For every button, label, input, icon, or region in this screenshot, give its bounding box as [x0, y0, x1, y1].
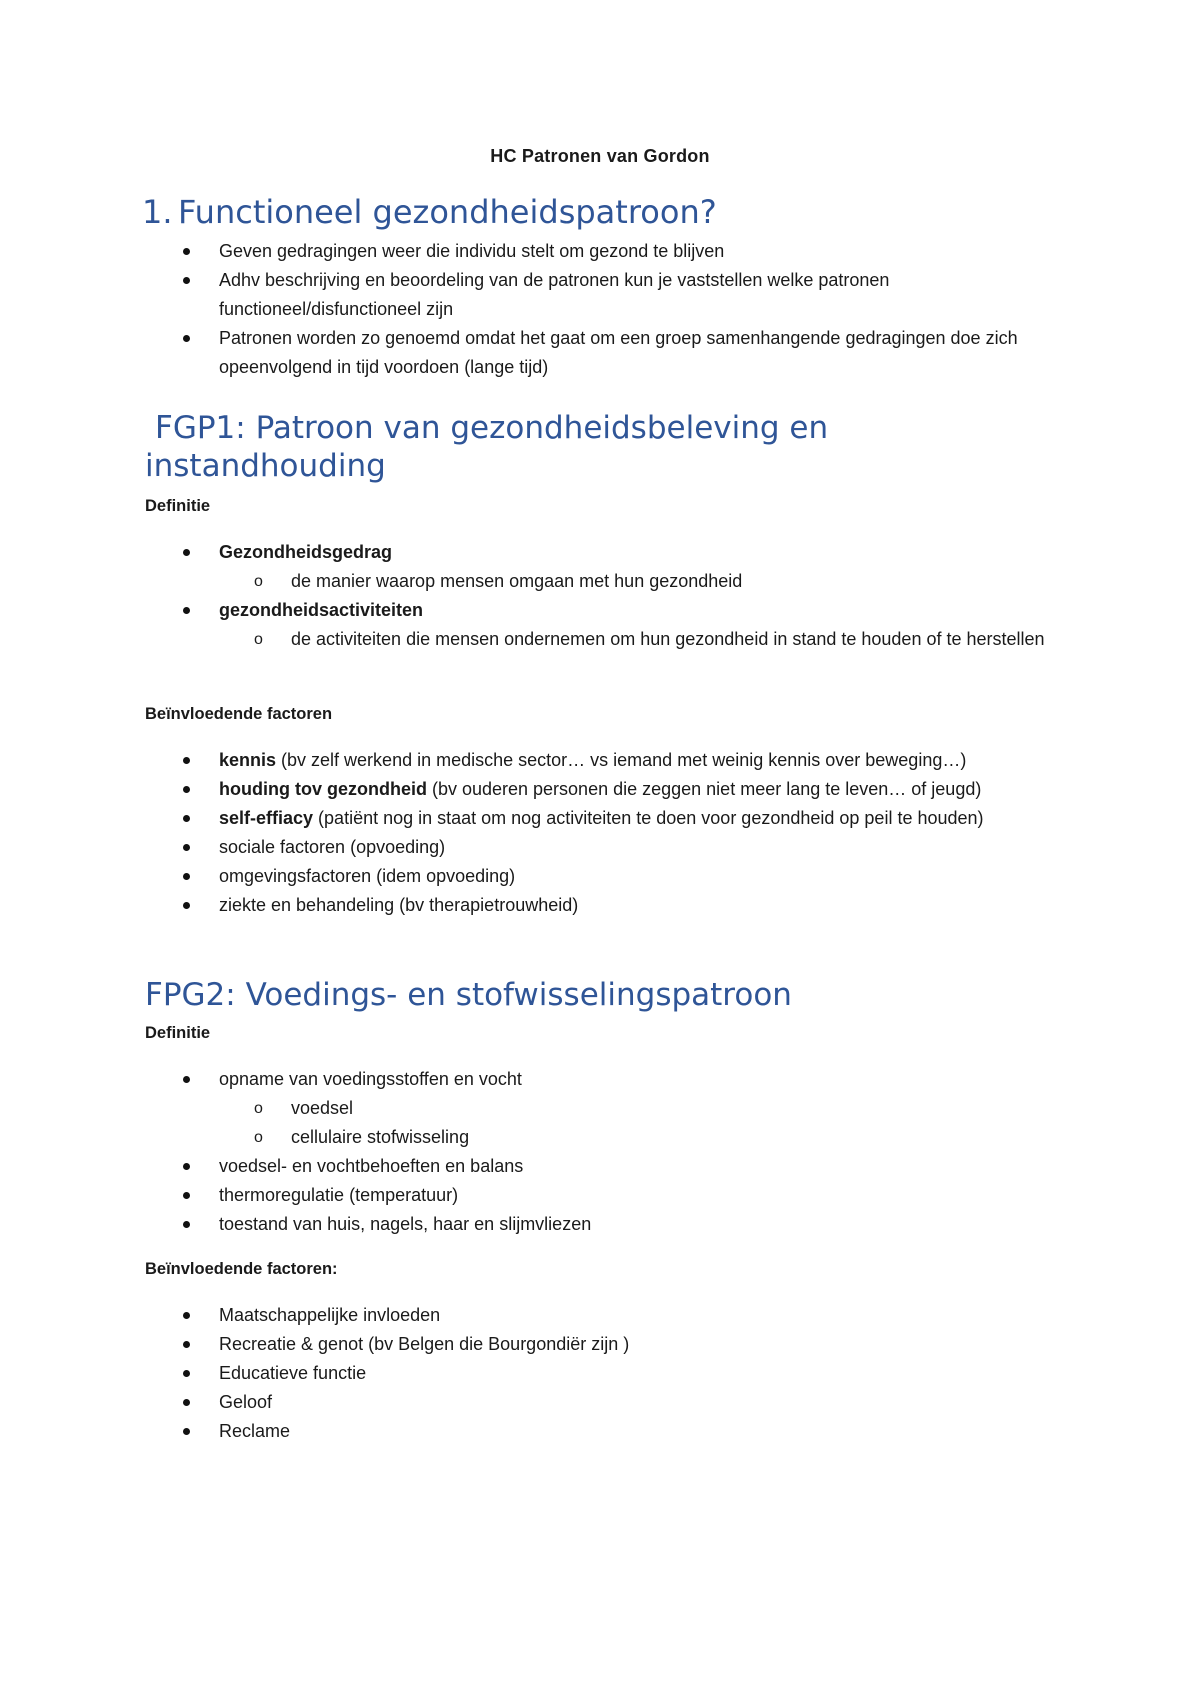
- list-item: [0, 538, 1079, 567]
- factor-text: (patiënt nog in staat om nog activiteiten te doen voor gezondheid op peil te houden): [313, 808, 984, 828]
- fgp1-heading-line1: FGP1: Patroon van gezondheidsbeleving en: [155, 410, 829, 446]
- list-item: Educatieve functie: [0, 1359, 1079, 1388]
- list-item: voedsel- en vochtbehoeften en balans: [0, 1152, 1079, 1181]
- fpg2-factoren-label: Beïnvloedende factoren:: [145, 1260, 338, 1278]
- sub-bullet-marker: o: [254, 1100, 263, 1117]
- list-item: [0, 833, 1079, 862]
- list-item: Patronen worden zo genoemd omdat het gaat om een groep samenhangende gedragingen doe zich opeenvolgend in tijd voordoen (lange tijd): [0, 324, 1079, 382]
- fpg2-heading: FPG2: Voedings- en stofwisselingspatroon: [145, 977, 792, 1013]
- sub-list-item: [0, 567, 1081, 596]
- factor-text: ziekte en behandeling (bv therapietrouwheid): [219, 895, 579, 915]
- factor-bold: kennis: [219, 750, 277, 770]
- sub-bullet-marker: o: [254, 631, 263, 648]
- sub-list-item: [0, 1123, 1081, 1152]
- list-item: Geven gedragingen weer die individu stelt om gezond te blijven: [0, 237, 1079, 266]
- definitie-sub: de activiteiten die mensen ondernemen om hun gezondheid in stand te houden of te herstellen: [291, 629, 1045, 649]
- list-item: [0, 891, 1079, 920]
- definitie-term: Gezondheidsgedrag: [219, 542, 393, 562]
- fpg2-factoren-list: [0, 1301, 1200, 1446]
- factor-bold: houding tov gezondheid: [219, 779, 427, 799]
- sub-bullet-marker: o: [254, 573, 263, 590]
- section1-number: 1.: [142, 193, 173, 231]
- fgp1-heading: [145, 409, 828, 485]
- list-item: [0, 804, 1079, 833]
- fgp1-factoren-label: Beïnvloedende factoren: [145, 705, 333, 723]
- fgp1-factoren-list: [0, 746, 1200, 920]
- list-item: [0, 596, 1079, 625]
- section1-heading: [142, 192, 717, 232]
- list-item: toestand van huis, nagels, haar en slijmvliezen: [0, 1210, 1079, 1239]
- fpg2-definitie-list: [0, 1065, 1200, 1239]
- section1-heading-text: Functioneel gezondheidspatroon?: [178, 193, 717, 231]
- sub-bullet-marker: o: [254, 1129, 263, 1146]
- factor-text: sociale factoren (opvoeding): [219, 837, 446, 857]
- fpg2-definitie-label: Definitie: [145, 1024, 211, 1042]
- sub-item-text: cellulaire stofwisseling: [291, 1127, 470, 1147]
- fgp1-heading-line2: instandhouding: [145, 448, 386, 484]
- list-item: opname van voedingsstoffen en vocht: [0, 1065, 1079, 1094]
- list-item: [0, 862, 1079, 891]
- sub-list-item: [0, 625, 1081, 654]
- factor-text: omgevingsfactoren (idem opvoeding): [219, 866, 516, 886]
- list-item: [0, 775, 1079, 804]
- fgp1-definitie-list: [0, 538, 1200, 654]
- sub-item-text: voedsel: [291, 1098, 354, 1118]
- definitie-sub: de manier waarop mensen omgaan met hun gezondheid: [291, 571, 743, 591]
- list-item: Reclame: [0, 1417, 1079, 1446]
- list-item: [0, 746, 1079, 775]
- factor-text: (bv zelf werkend in medische sector… vs iemand met weinig kennis over beweging…): [276, 750, 967, 770]
- factor-text: (bv ouderen personen die zeggen niet meer lang te leven… of jeugd): [426, 779, 982, 799]
- document-title: HC Patronen van Gordon: [490, 146, 710, 166]
- list-item: Maatschappelijke invloeden: [0, 1301, 1079, 1330]
- definitie-term: gezondheidsactiviteiten: [219, 600, 424, 620]
- section1-bullet-list: [0, 237, 1200, 382]
- list-item: Adhv beschrijving en beoordeling van de patronen kun je vaststellen welke patronen functioneel/disfunctioneel zijn: [0, 266, 1079, 324]
- sub-list-item: [0, 1094, 1081, 1123]
- list-item: Geloof: [0, 1388, 1079, 1417]
- factor-bold: self-effiacy: [219, 808, 314, 828]
- list-item: Recreatie & genot (bv Belgen die Bourgondiër zijn ): [0, 1330, 1079, 1359]
- fgp1-definitie-label: Definitie: [145, 497, 211, 515]
- list-item: thermoregulatie (temperatuur): [0, 1181, 1079, 1210]
